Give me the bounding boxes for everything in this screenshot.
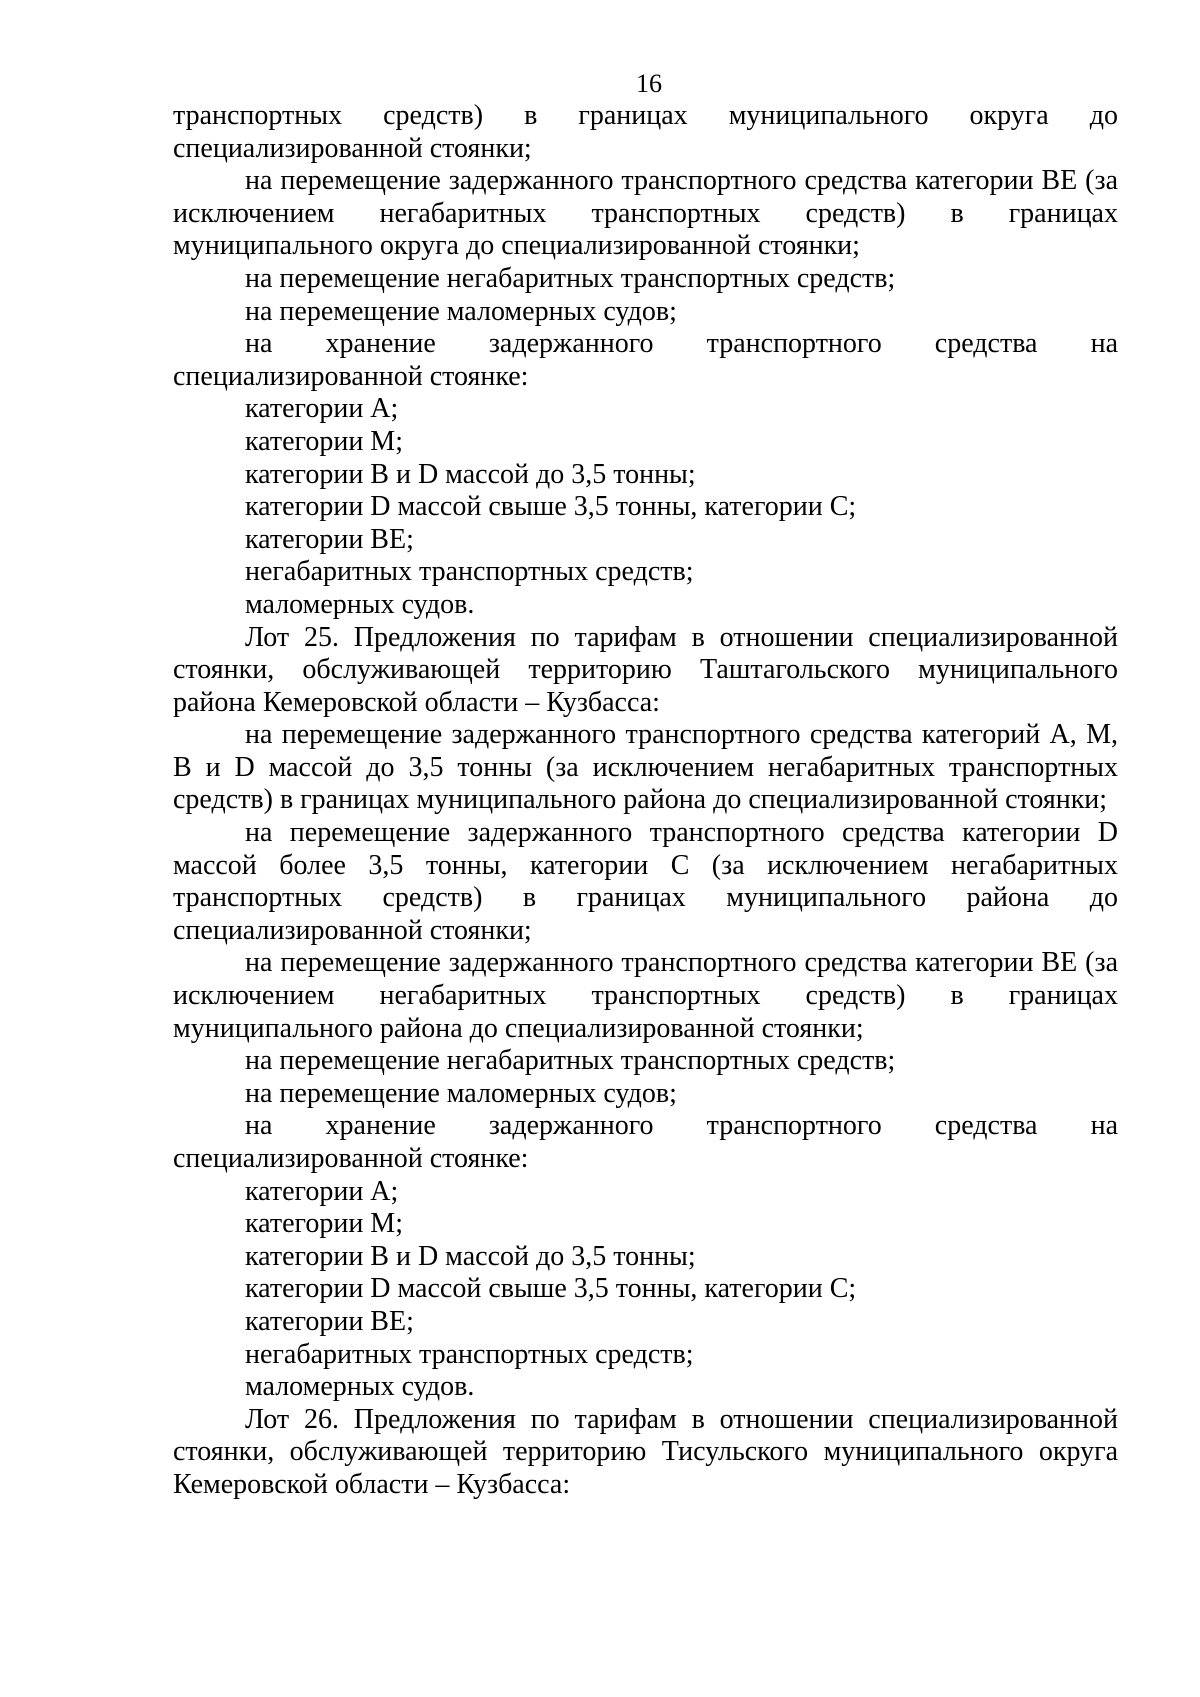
- paragraph: на хранение задержанного транспортного средства на специализированной стоянке:: [173, 328, 1118, 392]
- paragraph: категории ВЕ;: [245, 1305, 414, 1337]
- paragraph: категории М;: [245, 1208, 403, 1240]
- paragraph: категории D массой свыше 3,5 тонны, категории C;: [245, 491, 857, 523]
- paragraph: категории B и D массой до 3,5 тонны;: [245, 458, 696, 490]
- paragraph: негабаритных транспортных средств;: [245, 556, 694, 588]
- paragraph: на перемещение задержанного транспортного средства категорий А, М, В и D массой до 3,5 тонны (за исключением негабаритных транспортных средств) в границах муниципального района до специализированной стоянки;: [173, 719, 1118, 816]
- page-number: 16: [636, 69, 662, 98]
- paragraph: категории B и D массой до 3,5 тонны;: [245, 1240, 696, 1272]
- paragraph: транспортных средств) в границах муниципального округа до специализированной стоянки;: [173, 100, 1118, 164]
- paragraph: категории ВЕ;: [245, 523, 414, 555]
- paragraph: на перемещение задержанного транспортного средства категории ВЕ (за исключением негабаритных транспортных средств) в границах муниципального округа до специализированной стоянки;: [173, 165, 1118, 262]
- paragraph: категории М;: [245, 425, 403, 457]
- paragraph: категории А;: [245, 1175, 399, 1207]
- paragraph: на перемещение задержанного транспортного средства категории D массой более 3,5 тонны, категории С (за исключением негабаритных транспортных средств) в границах муниципального района до специализированной стоянки;: [173, 817, 1118, 946]
- paragraph: на перемещение маломерных судов;: [245, 1077, 677, 1109]
- document-body: [173, 100, 1118, 1502]
- paragraph: категории А;: [245, 393, 399, 425]
- paragraph: на перемещение маломерных судов;: [245, 295, 677, 327]
- paragraph: Лот 25. Предложения по тарифам в отношении специализированной стоянки, обслуживающей территорию Таштагольского муниципального района Кемеровской области – Кузбасса:: [173, 621, 1118, 718]
- paragraph: маломерных судов.: [245, 1371, 475, 1403]
- paragraph: Лот 26. Предложения по тарифам в отношении специализированной стоянки, обслуживающей территорию Тисульского муниципального округа Кемеровской области – Кузбасса:: [173, 1403, 1118, 1500]
- paragraph: на перемещение задержанного транспортного средства категории ВЕ (за исключением негабаритных транспортных средств) в границах муниципального района до специализированной стоянки;: [173, 947, 1118, 1044]
- paragraph: на хранение задержанного транспортного средства на специализированной стоянке:: [173, 1110, 1118, 1174]
- paragraph: на перемещение негабаритных транспортных средств;: [245, 262, 896, 294]
- paragraph: негабаритных транспортных средств;: [245, 1338, 694, 1370]
- paragraph: на перемещение негабаритных транспортных средств;: [245, 1045, 896, 1077]
- paragraph: категории D массой свыше 3,5 тонны, категории C;: [245, 1273, 857, 1305]
- paragraph: маломерных судов.: [245, 588, 475, 620]
